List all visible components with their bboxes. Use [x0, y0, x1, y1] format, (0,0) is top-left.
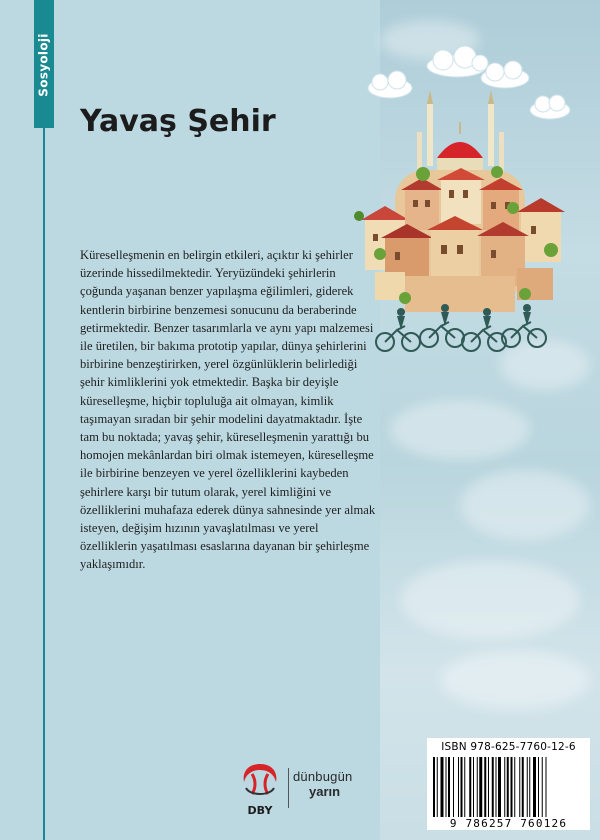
barcode-bar [461, 757, 463, 817]
barcode-bar [507, 757, 509, 817]
barcode-bar [511, 757, 513, 817]
barcode-bar [441, 757, 444, 817]
publisher-logo-text: DBY [247, 804, 273, 817]
barcode-bar [492, 757, 494, 817]
barcode-bar [464, 757, 465, 817]
barcode-bar [546, 757, 547, 817]
barcode-box [427, 738, 590, 830]
barcode-bar [479, 757, 482, 817]
publisher-logo-icon [232, 760, 288, 820]
barcode-bar [437, 757, 438, 817]
barcode-bar [498, 757, 501, 817]
publisher-divider [288, 768, 289, 808]
book-title: Yavaş Şehir [80, 104, 276, 139]
barcode-icon [431, 757, 586, 817]
isbn-text: ISBN 978-625-7760-12-6 [441, 741, 576, 753]
book-description: Küreselleşmenin en belirgin etkileri, açıktır ki şehirler üzerinde hissedilmektedir. Yeryüzündeki şehirlerin çoğunda yaşanan benzer yapılaşma eğilimleri, giderek kentlerin birbirine benzemesi sonucunu da beraberinde getirmektedir. Benzer tasarımlarla ve aynı yapı malzemesi ile üretilen, bir bakıma prototip yapılar, dünya şehirlerini birbirine benzeştirirken, yerel özgünlüklerin belirlediği şehir kimliklerini yok etmektedir. Başka bir deyişle küreselleşme, hiçbir topluluğa ait olmayan, kimlik taşımayan sıradan bir şehir modelini dayatmaktadır. İşte tam bu noktada; yavaş şehir, küreselleşmenin yarattığı bu homojen mekânlardan biri olmak istemeyen, küreselleşme ile birbirine benzeyen ve yerel özelliklerini kaybeden şehirlere karşı bir tutum olarak, yerel kimliğini ve özelliklerini muhafaza ederek dünya sahnesinde yer almak isteyen, değişim hızının yavaşlatılması ve yerel özelliklerin yaşatılması esaslarına dayanan bir şehirleşme yaklaşımıdır. [80, 248, 376, 572]
barcode-bar [433, 757, 435, 817]
barcode-bar [469, 757, 471, 817]
category-label: Sosyoloji [37, 33, 52, 97]
imprint-name-bold: yarın [309, 784, 341, 799]
barcode-bar [519, 757, 520, 817]
barcode-bar [446, 757, 447, 817]
houses-cluster-icon [361, 168, 565, 312]
imprint-name: dünbugün [293, 769, 353, 784]
accent-line [43, 128, 45, 840]
barcode-bar [533, 757, 536, 817]
barcode-bar [453, 757, 454, 817]
barcode-bar [488, 757, 489, 817]
barcode-bar [529, 757, 530, 817]
city-cyclists-illustration [345, 40, 580, 360]
swirl-clouds-icon [368, 46, 570, 119]
barcode-bar [542, 757, 543, 817]
barcode-bar [496, 757, 497, 817]
barcode-bar [522, 757, 524, 817]
mosque-dome-icon [437, 122, 483, 170]
barcode-bar [448, 757, 450, 817]
barcode-bar [473, 757, 474, 817]
barcode-bar [477, 757, 478, 817]
barcode-bar [484, 757, 486, 817]
barcode-bar [458, 757, 459, 817]
barcode-bar [527, 757, 528, 817]
barcode-digits: 9 786257 760126 [449, 817, 568, 830]
barcode-bar [538, 757, 539, 817]
barcode-bar [504, 757, 505, 817]
barcode-bar [514, 757, 515, 817]
